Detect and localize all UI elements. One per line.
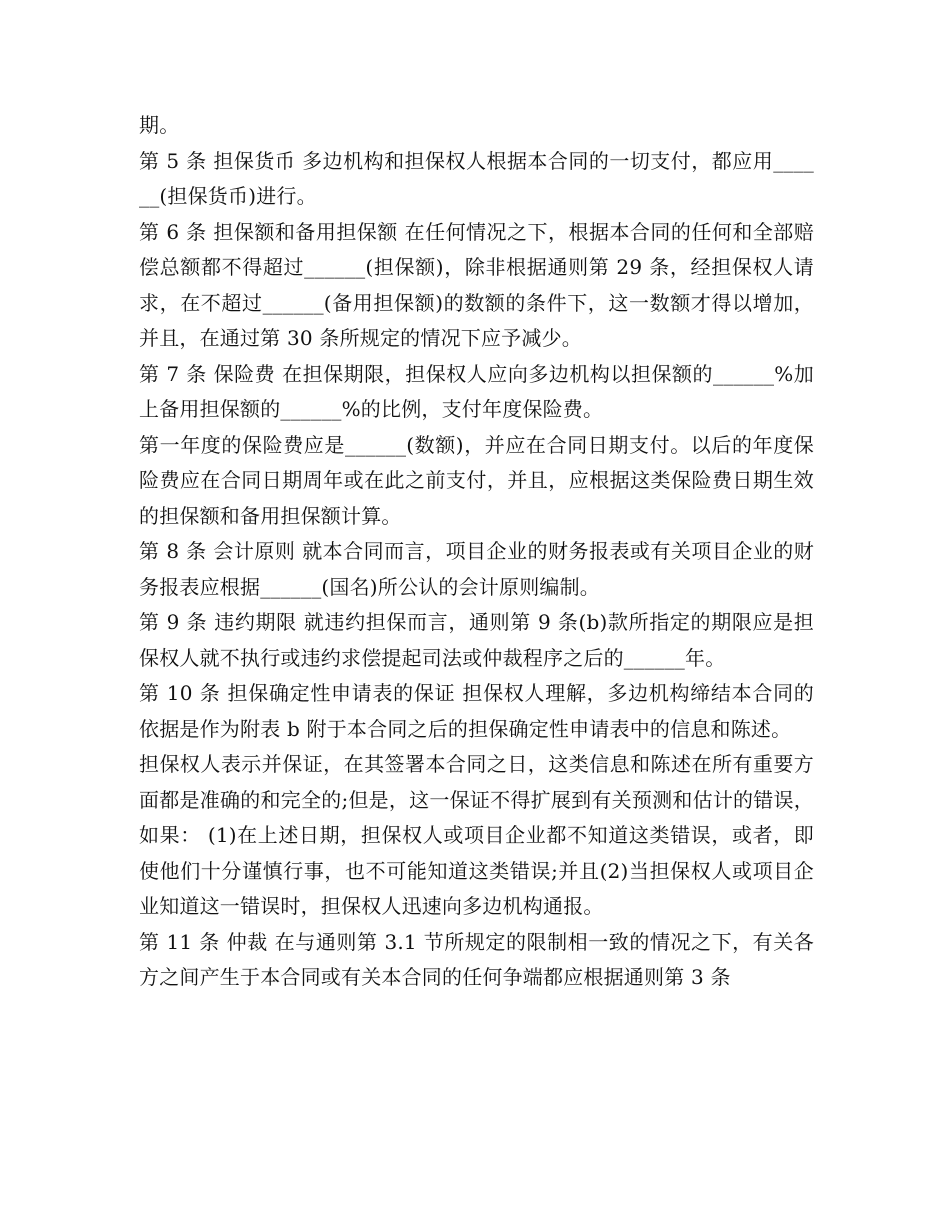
- paragraph-continuation: 期。: [139, 113, 180, 137]
- article-9-default-period: 第 9 条 违约期限 就违约担保而言，通则第 9 条(b)款所指定的期限应是担保权人就不执行或违约求偿提起司法或仲裁程序之后的______年。: [139, 610, 814, 670]
- article-10-application-warranty: 第 10 条 担保确定性申请表的保证 担保权人理解，多边机构缔结本合同的依据是作为附表 b 附于本合同之后的担保确定性申请表中的信息和陈述。: [139, 681, 814, 741]
- document-body: [139, 108, 814, 996]
- article-6-guarantee-amount: 第 6 条 担保额和备用担保额 在任何情况之下，根据本合同的任何和全部赔偿总额都不得超过______(担保额)，除非根据通则第 29 条，经担保权人请求，在不超过______(备用担保额)的数额的条件下，这一数额才得以增加，并且，在通过第 30 条所规定的情况下应予减少。: [139, 219, 814, 350]
- article-8-accounting-principles: 第 8 条 会计原则 就本合同而言，项目企业的财务报表或有关项目企业的财务报表应根据______(国名)所公认的会计原则编制。: [139, 539, 814, 599]
- article-11-arbitration: 第 11 条 仲裁 在与通则第 3.1 节所规定的限制相一致的情况之下，有关各方之间产生于本合同或有关本合同的任何争端都应根据通则第 3 条: [139, 929, 814, 989]
- first-year-premium: 第一年度的保险费应是______(数额)，并应在合同日期支付。以后的年度保险费应在合同日期周年或在此之前支付，并且，应根据这类保险费日期生效的担保额和备用担保额计算。: [139, 432, 814, 528]
- article-7-premium: 第 7 条 保险费 在担保期限，担保权人应向多边机构以担保额的______%加上备用担保额的______%的比例，支付年度保险费。: [139, 361, 814, 421]
- warranty-representation: 担保权人表示并保证，在其签署本合同之日，这类信息和陈述在所有重要方面都是准确的和完全的;但是，这一保证不得扩展到有关预测和估计的错误，如果： (1)在上述日期，担保权人或项目企业都不知道这类错误，或者，即使他们十分谨慎行事，也不可能知道这类错误;并且(2)当担保权人或项目企业知道这一错误时，担保权人迅速向多边机构通报。: [139, 752, 814, 918]
- article-5-guarantee-currency: 第 5 条 担保货币 多边机构和担保权人根据本合同的一切支付，都应用______(担保货币)进行。: [139, 148, 814, 208]
